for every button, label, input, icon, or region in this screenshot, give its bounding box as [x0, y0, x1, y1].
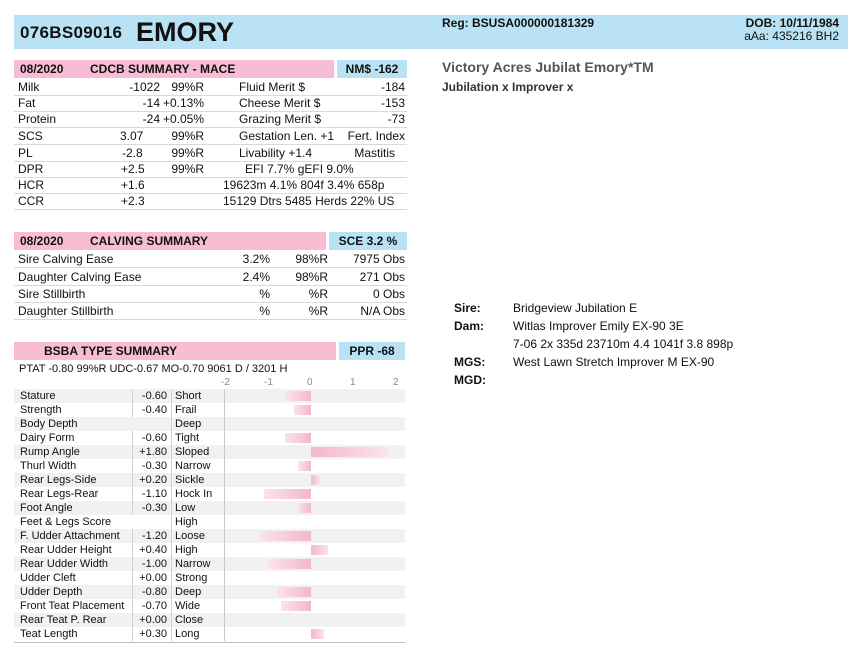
calving-obs: 271 Obs — [359, 270, 405, 284]
type-trait-row — [14, 529, 405, 543]
trait-descriptor: Long — [171, 627, 199, 641]
type-trait-row — [14, 599, 405, 613]
trait-name: Front Teat Placement — [20, 600, 125, 612]
trait-name: Rear Legs-Rear — [20, 488, 99, 500]
trait-name: Teat Length — [20, 628, 78, 640]
ptat-line: PTAT -0.80 99%R UDC-0.67 MO-0.70 9061 D / 3201 H — [19, 363, 288, 375]
trait-label: Milk — [18, 80, 40, 94]
mgs-name: West Lawn Stretch Improver M EX-90 — [513, 355, 715, 369]
trait-value: +1.6 — [121, 178, 145, 192]
trait-name: Body Depth — [20, 418, 78, 430]
trait-bar — [311, 475, 320, 485]
trait-name: Foot Angle — [20, 502, 73, 514]
trait-label: SCS — [18, 129, 43, 143]
trait-name: Thurl Width — [20, 460, 77, 472]
trait-descriptor: High — [171, 515, 198, 529]
registration-id: Reg: BSUSA000000181329 — [442, 16, 595, 30]
trait-value: +1.80 — [132, 445, 167, 459]
trait-bar — [298, 461, 311, 471]
calving-reliability: %R — [308, 304, 328, 318]
dam-record: 7-06 2x 335d 23710m 4.4 1041f 3.8 898p — [513, 337, 734, 351]
calving-pct: % — [259, 287, 270, 301]
type-trait-row — [14, 403, 405, 417]
index-label: Fluid Merit $ — [239, 80, 306, 94]
cdcb-row — [14, 111, 407, 128]
type-trait-row — [14, 501, 405, 515]
trait-label: DPR — [18, 162, 44, 176]
cdcb-row — [14, 161, 407, 178]
trait-pct: +0.13% — [162, 96, 204, 110]
header-bar — [14, 15, 848, 49]
trait-value: -1.00 — [132, 557, 167, 571]
trait-bar — [298, 503, 311, 513]
cdcb-row — [14, 95, 407, 112]
trait-value: +0.30 — [132, 627, 167, 641]
trait-name: Strength — [20, 404, 62, 416]
type-table-bottom-rule — [14, 642, 405, 643]
trait-value: -1.10 — [132, 487, 167, 501]
index-label: EFI 7.7% gEFI 9.0% — [245, 162, 354, 176]
trait-value: -0.30 — [132, 459, 167, 473]
trait-descriptor: Deep — [171, 417, 201, 431]
pedigree-line: Jubilation x Improver x — [442, 80, 574, 94]
calving-pct: 2.4% — [242, 270, 270, 284]
sce-value: SCE 3.2 % — [329, 232, 407, 250]
index-label: Cheese Merit $ — [239, 96, 321, 110]
trait-descriptor: Close — [171, 613, 203, 627]
type-trait-row — [14, 627, 405, 641]
aaa-code: aAa: 435216 BH2 — [744, 29, 839, 43]
index-label: Livability +1.4 — [239, 146, 313, 160]
trait-reliability: 99%R — [171, 80, 204, 94]
trait-reliability: 99%R — [171, 129, 204, 143]
sire-name: Bridgeview Jubilation E — [513, 301, 638, 315]
trait-bar — [268, 559, 311, 569]
cdcb-row — [14, 177, 407, 194]
trait-name: Dairy Form — [20, 432, 75, 444]
calving-row — [14, 251, 407, 268]
trait-bar — [264, 489, 311, 499]
trait-descriptor: Deep — [171, 585, 201, 599]
type-trait-row — [14, 515, 405, 529]
trait-descriptor: Loose — [171, 529, 205, 543]
type-trait-row — [14, 543, 405, 557]
type-trait-row — [14, 557, 405, 571]
trait-value: -0.60 — [132, 389, 167, 403]
index-value: Mastitis — [354, 146, 395, 160]
type-trait-row — [14, 431, 405, 445]
trait-value: -14 — [142, 96, 160, 110]
reg-number: 076BS09016 — [20, 23, 123, 42]
calving-pct: % — [259, 304, 270, 318]
calving-reliability: %R — [308, 287, 328, 301]
calving-row — [14, 269, 407, 286]
calving-title: CALVING SUMMARY — [90, 234, 208, 248]
trait-name: Stature — [20, 390, 56, 402]
nm-dollar-value: NM$ -162 — [337, 60, 407, 78]
calving-row — [14, 286, 407, 303]
axis-tick-label: -2 — [221, 377, 230, 388]
index-label: 19623m 4.1% 804f 3.4% 658p — [223, 178, 385, 192]
trait-value: -2.8 — [122, 146, 143, 160]
date-of-birth: DOB: 10/11/1984 — [745, 16, 839, 30]
type-title: BSBA TYPE SUMMARY — [44, 344, 178, 358]
trait-reliability: 99%R — [171, 162, 204, 176]
trait-label: PL — [18, 146, 33, 160]
calving-date: 08/2020 — [20, 234, 64, 248]
cdcb-summary-bar — [14, 60, 407, 78]
trait-name: Rear Udder Height — [20, 544, 112, 556]
cdcb-row — [14, 145, 407, 162]
trait-descriptor: Wide — [171, 599, 200, 613]
index-value: -153 — [380, 96, 405, 110]
trait-descriptor: Strong — [171, 571, 207, 585]
index-value: -184 — [380, 80, 405, 94]
calving-obs: N/A Obs — [360, 304, 405, 318]
trait-value: +0.40 — [132, 543, 167, 557]
type-trait-row — [14, 487, 405, 501]
axis-tick-label: 1 — [350, 377, 356, 388]
trait-descriptor: Sickle — [171, 473, 204, 487]
axis-tick-label: 2 — [393, 377, 399, 388]
trait-value: +0.00 — [132, 613, 167, 627]
cdcb-row — [14, 79, 407, 96]
axis-tick-label: 0 — [307, 377, 313, 388]
cdcb-title: CDCB SUMMARY - MACE — [90, 62, 236, 76]
trait-value: +0.00 — [132, 571, 167, 585]
trait-value: +2.5 — [121, 162, 145, 176]
calving-reliability: 98%R — [295, 270, 328, 284]
trait-descriptor: Narrow — [171, 557, 210, 571]
trait-bar — [285, 433, 311, 443]
trait-pct: +0.05% — [162, 112, 204, 126]
trait-descriptor: Sloped — [171, 445, 209, 459]
trait-reliability: 99%R — [171, 146, 204, 160]
trait-bar — [277, 587, 311, 597]
trait-descriptor: Low — [171, 501, 195, 515]
trait-descriptor: Frail — [171, 403, 196, 417]
index-label: Gestation Len. +1 — [239, 129, 335, 143]
trait-bar — [281, 601, 311, 611]
calving-label: Sire Calving Ease — [18, 252, 114, 266]
axis-tick-label: -1 — [264, 377, 273, 388]
cdcb-date: 08/2020 — [20, 62, 64, 76]
trait-name: Rump Angle — [20, 446, 80, 458]
trait-descriptor: High — [171, 543, 198, 557]
trait-name: Udder Cleft — [20, 572, 76, 584]
trait-name: Feet & Legs Score — [20, 516, 112, 528]
calving-label: Sire Stillbirth — [18, 287, 86, 301]
calving-obs: 0 Obs — [372, 287, 405, 301]
type-summary-bar — [14, 342, 405, 360]
trait-descriptor: Tight — [171, 431, 199, 445]
type-trait-row — [14, 585, 405, 599]
type-trait-row — [14, 613, 405, 627]
trait-value: 3.07 — [120, 129, 144, 143]
trait-value: -1022 — [129, 80, 160, 94]
index-label: Grazing Merit $ — [239, 112, 322, 126]
trait-bar — [311, 447, 388, 457]
trait-label: HCR — [18, 178, 44, 192]
trait-value: -24 — [142, 112, 160, 126]
type-trait-row — [14, 571, 405, 585]
trait-label: Protein — [18, 112, 57, 126]
calving-label: Daughter Calving Ease — [18, 270, 142, 284]
trait-name: Rear Udder Width — [20, 558, 109, 570]
type-trait-row — [14, 417, 405, 431]
dam-label: Dam: — [454, 319, 485, 333]
trait-label: CCR — [18, 194, 44, 208]
calving-pct: 3.2% — [242, 252, 270, 266]
sire-label: Sire: — [454, 301, 481, 315]
calving-row — [14, 303, 407, 320]
type-trait-row — [14, 459, 405, 473]
trait-name: Rear Teat P. Rear — [20, 614, 107, 626]
index-label: 15129 Dtrs 5485 Herds 22% US — [223, 194, 395, 208]
cdcb-row — [14, 193, 407, 210]
mgs-label: MGS: — [454, 355, 486, 369]
mgd-label: MGD: — [454, 373, 486, 387]
trait-value: -1.20 — [132, 529, 167, 543]
trait-value: -0.40 — [132, 403, 167, 417]
trait-descriptor: Short — [171, 389, 201, 403]
trait-value: -0.30 — [132, 501, 167, 515]
animal-short-name: EMORY — [136, 17, 235, 47]
trait-value: -0.80 — [132, 585, 167, 599]
trait-value: +2.3 — [121, 194, 145, 208]
calving-reliability: 98%R — [295, 252, 328, 266]
trait-name: Rear Legs-Side — [20, 474, 97, 486]
type-trait-row — [14, 473, 405, 487]
cdcb-row — [14, 128, 407, 145]
trait-value: +0.20 — [132, 473, 167, 487]
trait-label: Fat — [18, 96, 36, 110]
trait-name: Udder Depth — [20, 586, 83, 598]
trait-value: -0.60 — [132, 431, 167, 445]
calving-obs: 7975 Obs — [352, 252, 405, 266]
trait-name: F. Udder Attachment — [20, 530, 120, 542]
trait-bar — [285, 391, 311, 401]
dam-name: Witlas Improver Emily EX-90 3E — [513, 319, 684, 333]
index-value: Fert. Index — [347, 129, 405, 143]
trait-bar — [259, 531, 311, 541]
animal-full-name: Victory Acres Jubilat Emory*TM — [442, 59, 654, 75]
ppr-value: PPR -68 — [339, 342, 405, 360]
trait-descriptor: Hock In — [171, 487, 212, 501]
calving-label: Daughter Stillbirth — [18, 304, 114, 318]
trait-descriptor: Narrow — [171, 459, 210, 473]
index-value: -73 — [387, 112, 405, 126]
type-trait-row — [14, 389, 405, 403]
trait-bar — [311, 629, 324, 639]
trait-bar — [294, 405, 311, 415]
calving-summary-bar — [14, 232, 407, 250]
trait-bar — [311, 545, 328, 555]
trait-value: -0.70 — [132, 599, 167, 613]
chart-divider — [224, 389, 225, 641]
